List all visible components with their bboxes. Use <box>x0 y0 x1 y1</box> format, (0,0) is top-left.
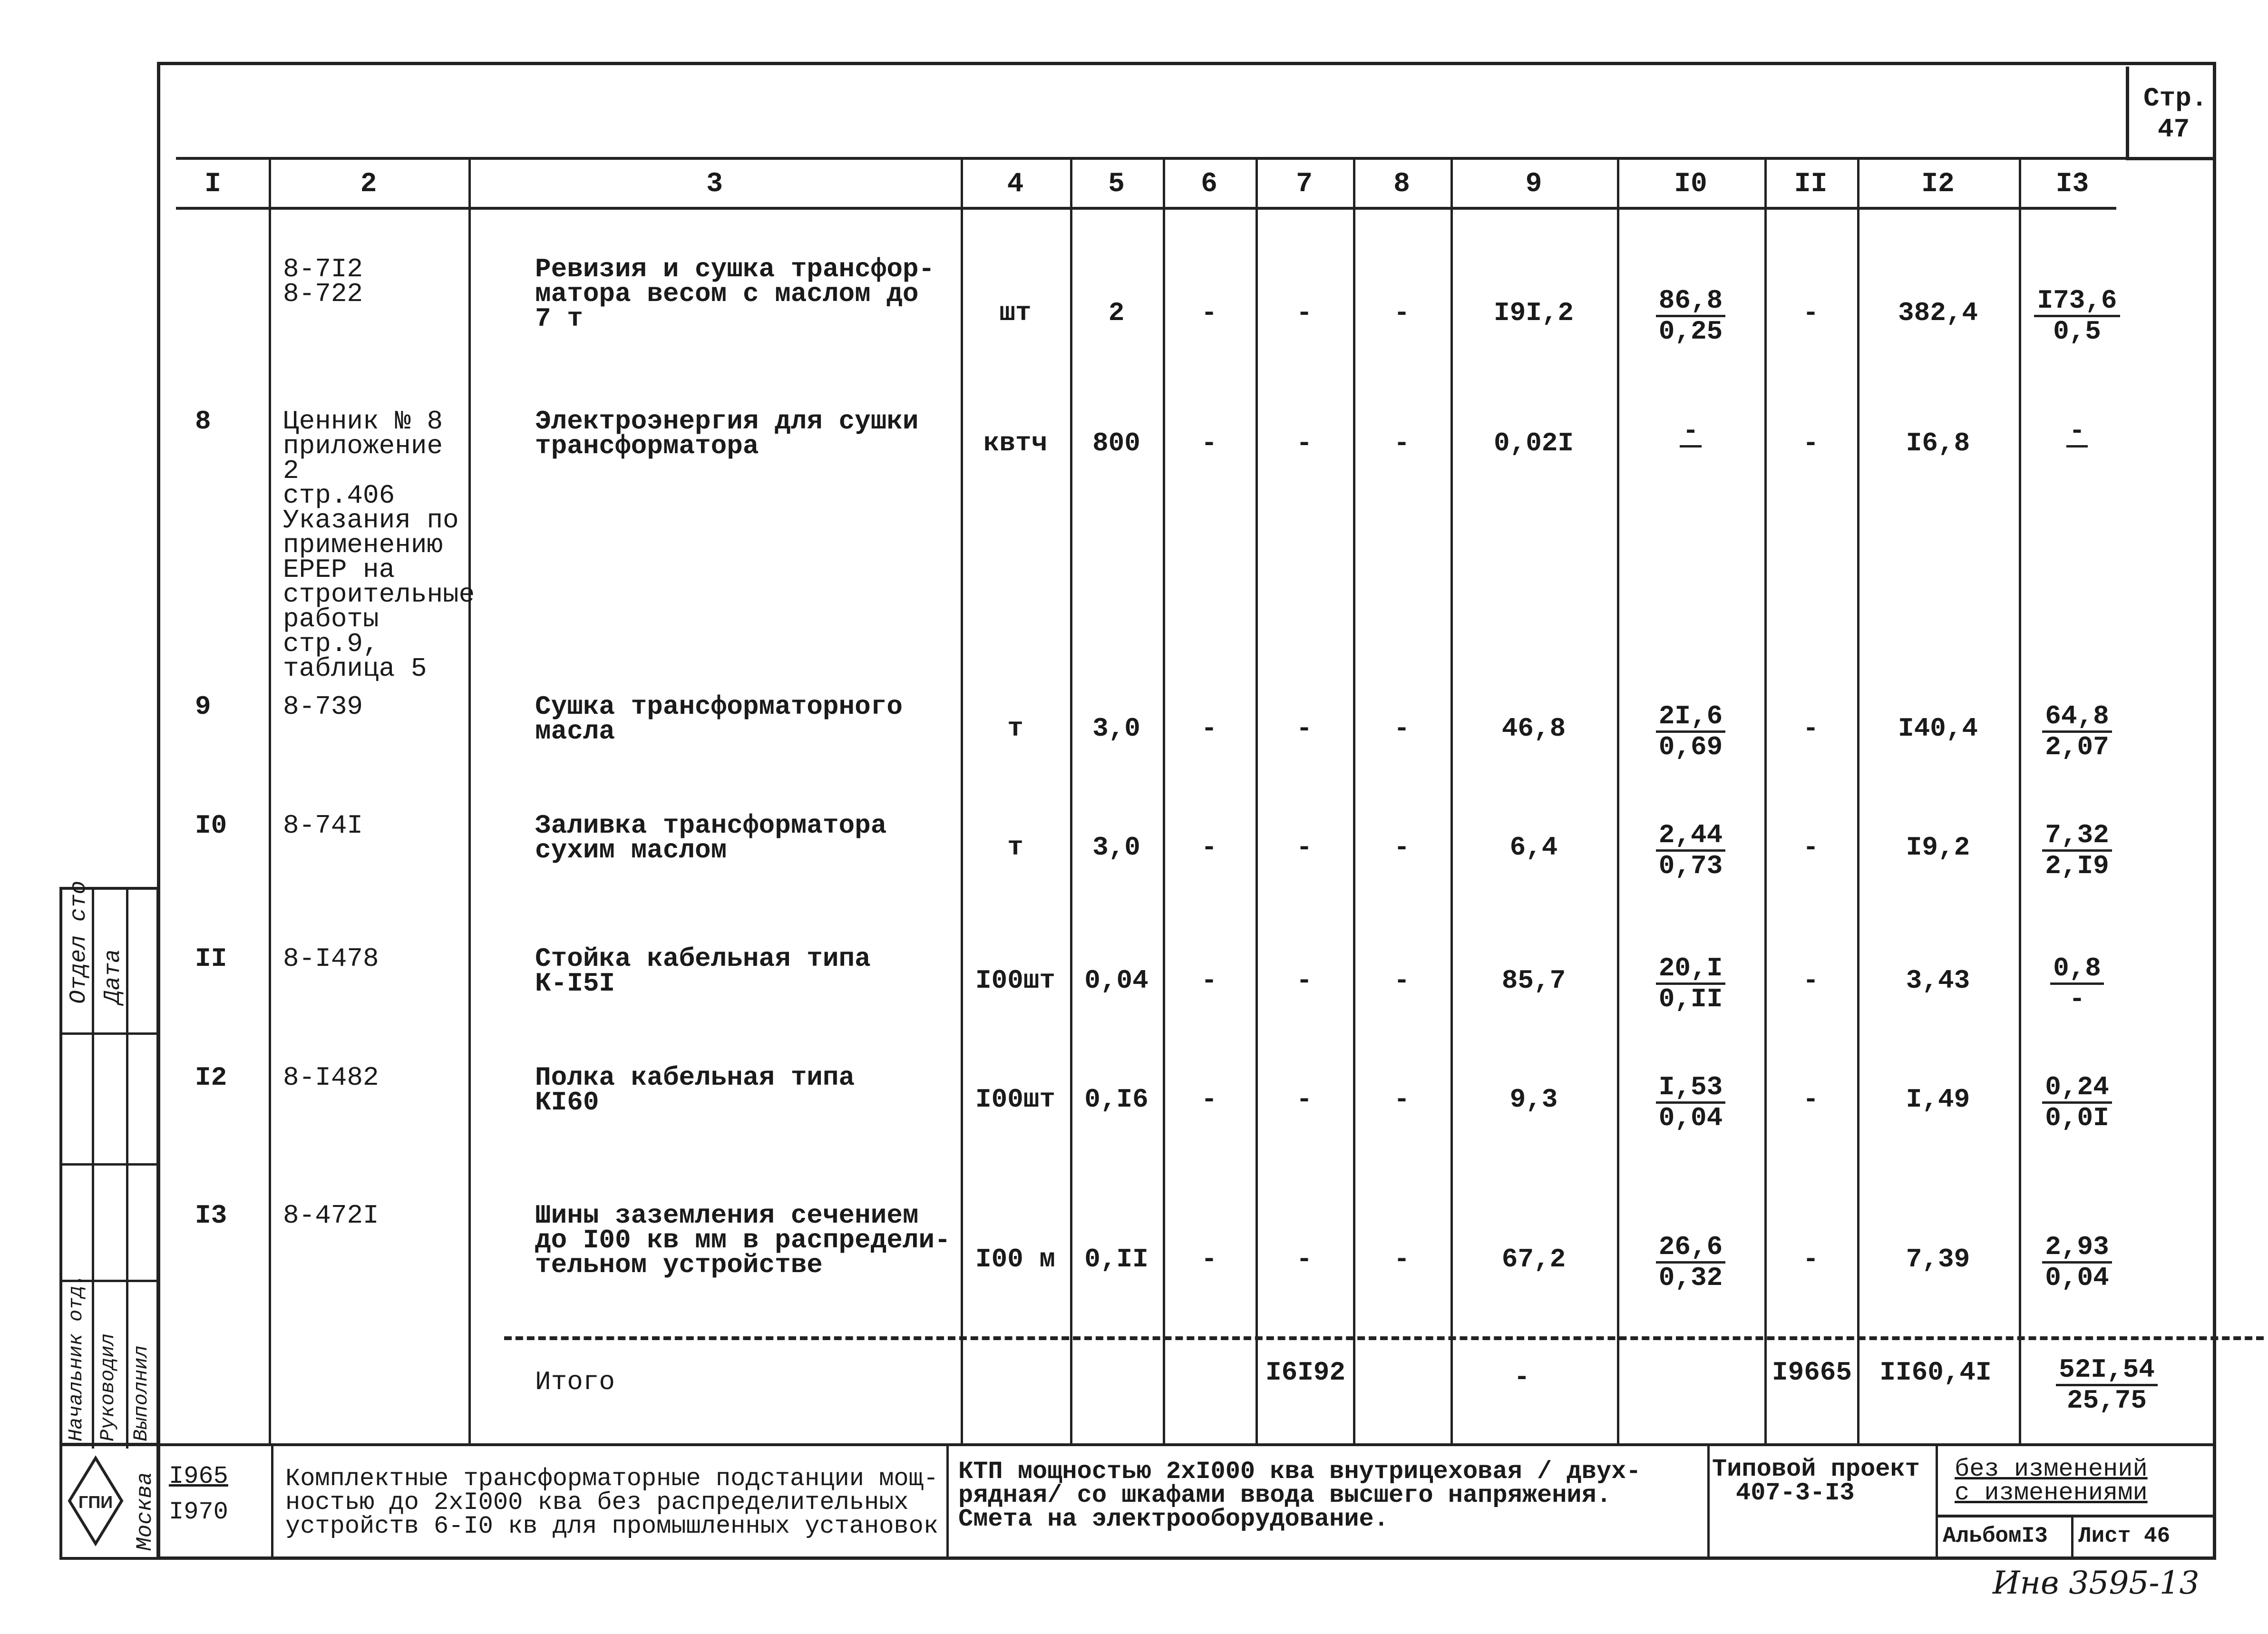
total-col7: I6I92 <box>1265 1357 1346 1388</box>
column-header-5: 5 <box>1108 169 1125 200</box>
row-col12: I6,8 <box>1906 428 1970 458</box>
page-number: 47 <box>2158 114 2190 145</box>
row-col13-top: - <box>2066 417 2088 447</box>
footer-sheet: Лист 46 <box>2078 1524 2171 1548</box>
side-stamp-hline-1 <box>62 1032 157 1035</box>
row-col13 <box>2024 954 2131 1013</box>
total-separator <box>504 1336 2264 1340</box>
row-col8: - <box>1393 298 1410 328</box>
row-name: Ревизия и сушка трансфор- матора весом с маслом до 7 т <box>535 254 935 334</box>
row-col10-bottom: 0,II <box>1658 984 1723 1014</box>
row-col10-top: 86,8 <box>1656 286 1725 317</box>
row-col11: - <box>1802 713 1819 744</box>
row-col13-bottom: 2,07 <box>2045 732 2109 762</box>
row-quantity: 2 <box>1108 298 1125 328</box>
row-col10 <box>1617 821 1764 880</box>
row-unit: I00шт <box>975 1084 1056 1115</box>
row-col9: 85,7 <box>1501 965 1566 996</box>
footer-vline-3 <box>1707 1443 1710 1560</box>
row-quantity: 3,0 <box>1092 713 1140 744</box>
row-col8: - <box>1393 1084 1410 1115</box>
row-col12: 7,39 <box>1906 1244 1970 1274</box>
column-header-1: I <box>204 169 221 200</box>
row-reference: 8-7I2 8-722 <box>283 254 363 309</box>
row-unit: т <box>1007 832 1023 863</box>
row-col6: - <box>1201 713 1217 744</box>
row-col10 <box>1617 702 1764 761</box>
row-col7: - <box>1296 713 1313 744</box>
footer-change-2: с изменениями <box>1955 1479 2148 1507</box>
footer-top-rule <box>157 1443 2216 1446</box>
row-name: Заливка трансформатора сухим маслом <box>535 810 887 866</box>
footer-project-no: 407-3-I3 <box>1736 1479 1855 1507</box>
row-quantity: 0,I6 <box>1084 1084 1149 1115</box>
row-col10-bottom: 0,04 <box>1658 1103 1723 1133</box>
row-col9: 67,2 <box>1501 1244 1566 1274</box>
footer-album-divider <box>2071 1515 2073 1560</box>
row-col11: - <box>1802 298 1819 328</box>
column-header-6: 6 <box>1201 169 1217 200</box>
gpi-logo-icon <box>65 1453 127 1548</box>
row-col10 <box>1617 417 1764 447</box>
column-header-7: 7 <box>1296 169 1313 200</box>
column-header-4: 4 <box>1007 169 1024 200</box>
row-name: Сушка трансформаторного масла <box>535 691 903 747</box>
row-col13-bottom: 0,04 <box>2045 1263 2109 1293</box>
row-col12: I9,2 <box>1906 832 1970 863</box>
row-col10-bottom: 0,25 <box>1658 316 1723 347</box>
row-col13 <box>2024 702 2131 761</box>
row-col12: I40,4 <box>1898 713 1978 744</box>
row-col13 <box>2024 821 2131 880</box>
row-reference: Ценник № 8 приложение 2 стр.406 Указания по применению ЕРЕР на строительные работы стр.9, таблица 5 <box>283 406 475 684</box>
row-col13-top: 7,32 <box>2042 821 2112 852</box>
footer-change-1: без изменений <box>1955 1455 2148 1483</box>
row-col13 <box>2024 1073 2131 1132</box>
row-name: Электроэнергия для сушки трансформатора <box>535 406 919 461</box>
row-col12: 382,4 <box>1898 298 1978 328</box>
column-divider-12 <box>2019 159 2021 1443</box>
header-bottom-rule <box>176 207 2116 210</box>
row-col13-top: 64,8 <box>2042 702 2112 733</box>
row-reference: 8-I482 <box>283 1062 379 1093</box>
footer-title-mid: КТП мощностью 2хI000 ква внутрицеховая / двух- рядная/ со шкафами ввода высшего напряжения. Смета на электрооборудование. <box>958 1458 1641 1533</box>
logo-stamp <box>59 1443 159 1560</box>
row-col10-top: 2,44 <box>1656 821 1725 852</box>
side-stamp-hline-2 <box>62 1163 157 1166</box>
footer-project-label: Типовой проект <box>1712 1455 1920 1483</box>
total-col13 <box>2026 1355 2188 1415</box>
column-header-9: 9 <box>1525 169 1542 200</box>
row-col10 <box>1617 954 1764 1013</box>
row-quantity: 3,0 <box>1092 832 1140 863</box>
column-header-12: I2 <box>1921 169 1955 200</box>
row-col10-bottom: 0,69 <box>1658 732 1723 762</box>
row-col10 <box>1617 1233 1764 1292</box>
row-col6: - <box>1201 965 1217 996</box>
row-col11: - <box>1802 428 1819 458</box>
row-col6: - <box>1201 298 1217 328</box>
page-number-box <box>2126 67 2215 160</box>
row-col6: - <box>1201 1244 1217 1274</box>
row-unit: I00шт <box>975 965 1056 996</box>
row-col10-top: I,53 <box>1656 1073 1725 1104</box>
footer-album: АльбомI3 <box>1943 1524 2048 1548</box>
row-col7: - <box>1296 428 1313 458</box>
row-name: Шины заземления сечением до I00 кв мм в распредели- тельном устройстве <box>535 1200 951 1280</box>
row-col13 <box>2024 286 2131 346</box>
row-col13 <box>2024 1233 2131 1292</box>
svg-text:ГПИ: ГПИ <box>78 1492 113 1512</box>
side-stamp <box>59 880 159 1446</box>
row-col11: - <box>1802 1244 1819 1274</box>
row-name: Полка кабельная типа КI60 <box>535 1062 855 1118</box>
total-col13-bottom: 25,75 <box>2066 1385 2147 1416</box>
row-col6: - <box>1201 832 1217 863</box>
side-stamp-dept: Отдел сто <box>66 880 92 1004</box>
row-col7: - <box>1296 832 1313 863</box>
row-reference: 8-I478 <box>283 943 379 974</box>
column-header-10: I0 <box>1674 169 1707 200</box>
row-unit: I00 м <box>975 1244 1056 1274</box>
total-col12: II60,4I <box>1879 1357 1992 1388</box>
footer-title-left: Комплектные трансформаторные подстанции мощ- ностью до 2хI000 ква без распределительных устройств 6-I0 кв для промышленных установок <box>285 1465 939 1540</box>
row-col10-top: 2I,6 <box>1656 702 1725 733</box>
row-col7: - <box>1296 298 1313 328</box>
row-col8: - <box>1393 965 1410 996</box>
row-col6: - <box>1201 428 1217 458</box>
column-header-8: 8 <box>1393 169 1410 200</box>
row-col12: 3,43 <box>1906 965 1970 996</box>
row-number: I0 <box>195 810 227 841</box>
row-unit: шт <box>999 298 1032 328</box>
row-col10 <box>1617 286 1764 346</box>
row-col13-bottom: - <box>2069 984 2085 1014</box>
side-stamp-role-3: Выполнил <box>130 1345 153 1441</box>
row-col10 <box>1617 1073 1764 1132</box>
column-header-13: I3 <box>2055 169 2089 200</box>
row-col12: I,49 <box>1906 1084 1970 1115</box>
row-col9: 0,02I <box>1493 428 1574 458</box>
row-col7: - <box>1296 965 1313 996</box>
row-quantity: 800 <box>1092 428 1140 458</box>
side-stamp-role-2: Руководил <box>97 1333 119 1441</box>
row-reference: 8-74I <box>283 810 363 841</box>
row-number: 8 <box>195 406 211 437</box>
total-col11: I9665 <box>1772 1357 1852 1388</box>
row-col13 <box>2024 417 2131 447</box>
total-col13-top: 52I,54 <box>2056 1355 2158 1386</box>
row-col9: 46,8 <box>1501 713 1566 744</box>
row-col13-bottom: 2,I9 <box>2045 851 2109 881</box>
row-col13-top: 2,93 <box>2042 1233 2112 1264</box>
row-quantity: 0,II <box>1084 1244 1149 1274</box>
row-col11: - <box>1802 1084 1819 1115</box>
side-stamp-role-1: Начальник отд. <box>65 1274 88 1441</box>
row-col10-top: 20,I <box>1656 954 1725 985</box>
footer-year-2: I970 <box>169 1498 228 1526</box>
row-col13-top: 0,8 <box>2050 954 2104 985</box>
row-number: I2 <box>195 1062 227 1093</box>
row-col10-bottom: 0,32 <box>1658 1263 1723 1293</box>
footer-vline-4 <box>1936 1443 1938 1560</box>
side-stamp-date: Дата <box>100 949 126 1004</box>
row-col8: - <box>1393 428 1410 458</box>
footer-vline-2 <box>946 1443 949 1560</box>
row-col13-top: 0,24 <box>2042 1073 2112 1104</box>
page-label: Стр. <box>2143 83 2208 114</box>
row-col9: 6,4 <box>1509 832 1558 863</box>
row-col11: - <box>1802 965 1819 996</box>
row-quantity: 0,04 <box>1084 965 1149 996</box>
row-number: 9 <box>195 691 211 722</box>
footer-right-rule <box>1936 1515 2216 1517</box>
row-col10-bottom: 0,73 <box>1658 851 1723 881</box>
row-col6: - <box>1201 1084 1217 1115</box>
row-unit: квтч <box>983 428 1048 458</box>
row-col10-top: 26,6 <box>1656 1233 1725 1264</box>
row-col10-top: - <box>1680 417 1702 447</box>
row-col8: - <box>1393 713 1410 744</box>
column-header-11: II <box>1794 169 1828 200</box>
column-divider-1 <box>269 159 271 1443</box>
column-divider-2 <box>468 159 471 1443</box>
row-reference: 8-472I <box>283 1200 379 1231</box>
row-col9: 9,3 <box>1509 1084 1558 1115</box>
total-col9: - <box>1514 1362 1530 1392</box>
row-name: Стойка кабельная типа К-I5I <box>535 943 871 999</box>
footer-year-1: I965 <box>169 1462 228 1490</box>
row-col13-bottom: 0,0I <box>2045 1103 2109 1133</box>
row-number: I3 <box>195 1200 227 1231</box>
row-number: II <box>195 943 227 974</box>
row-col9: I9I,2 <box>1493 298 1574 328</box>
row-col13-top: I73,6 <box>2034 286 2120 317</box>
row-col13-bottom: 0,5 <box>2053 316 2101 347</box>
column-header-2: 2 <box>360 169 377 200</box>
row-col8: - <box>1393 832 1410 863</box>
row-col8: - <box>1393 1244 1410 1274</box>
side-stamp-vline-1 <box>92 890 94 1449</box>
stamp-place: Москва <box>133 1472 157 1551</box>
footer-vline-1 <box>271 1443 273 1560</box>
row-reference: 8-739 <box>283 691 363 722</box>
row-unit: т <box>1007 713 1023 744</box>
row-col7: - <box>1296 1244 1313 1274</box>
total-label: Итого <box>535 1367 615 1397</box>
row-col7: - <box>1296 1084 1313 1115</box>
row-col11: - <box>1802 832 1819 863</box>
side-stamp-vline-2 <box>126 890 128 1449</box>
column-header-3: 3 <box>706 169 723 200</box>
inventory-number: Инв 3595-13 <box>1993 1565 2200 1601</box>
